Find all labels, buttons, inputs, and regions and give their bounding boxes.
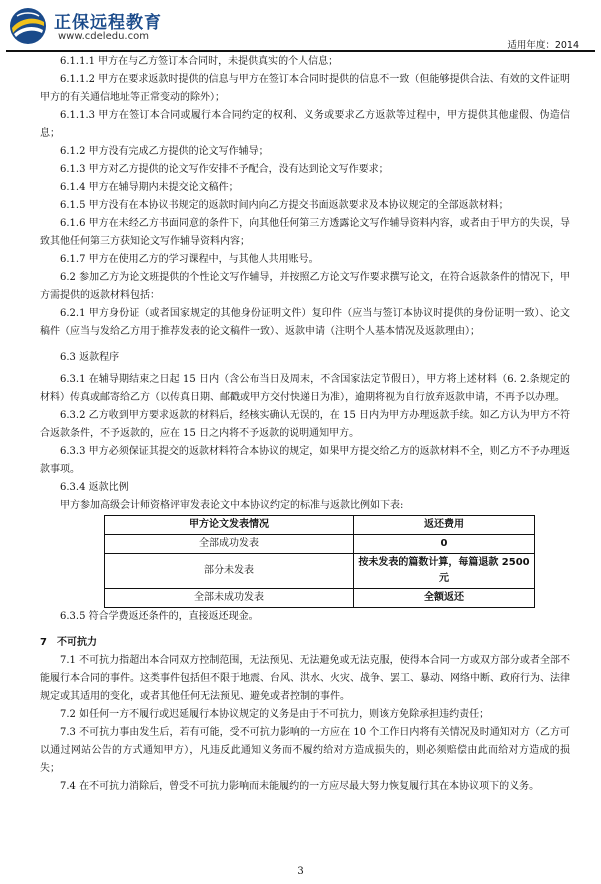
clause-6-1-1-2: 6.1.1.2 甲方在要求返款时提供的信息与甲方在签订本合同时提供的信息不一致（但能够提供合法、有效的文件证明甲方的有关通信地址等正常变动的除外）；: [40, 74, 570, 103]
table-cell: 部分未发表: [105, 554, 354, 589]
clause-6-1-1-1: 6.1.1.1 甲方在与乙方签订本合同时，未提供真实的个人信息；: [60, 56, 339, 67]
clause-6-1-3: 6.1.3 甲方对乙方提供的论文写作安排不予配合，没有达到论文写作要求；: [60, 164, 389, 175]
table-cell: 全额返还: [354, 589, 535, 608]
clause-6-1-6: 6.1.6 甲方在未经乙方书面同意的条件下，向其他任何第三方透露论文写作辅导资料内容，或者由于甲方的失误，导致其他任何第三方获知论文写作辅导资料内容；: [40, 218, 570, 247]
clause-7-4: 7.4 在不可抗力消除后，曾受不可抗力影响而未能履约的一方应尽最大努力恢复履行其在本协议项下的义务。: [60, 781, 540, 792]
clause-6-1-7: 6.1.7 甲方在使用乙方的学习课程中，与其他人共用账号。: [60, 254, 319, 265]
clause-7-2: 7.2 如任何一方不履行或迟延履行本协议规定的义务是由于不可抗力，则该方免除承担违约责任；: [60, 709, 490, 720]
clause-6-3-2: 6.3.2 乙方收到甲方要求返款的材料后，经核实确认无误的，在 15 日内为甲方办理返款手续。如乙方认为甲方不符合返款条件，不予返款的，应在 15 日之内将不予返款的说明通知甲方。: [40, 410, 570, 439]
table-row: [105, 554, 535, 589]
table-cell: 全部未成功发表: [105, 589, 354, 608]
section-6-3-title: 6.3 返款程序: [60, 352, 120, 363]
page-number: 3: [297, 866, 304, 877]
refund-ratio-table: [104, 515, 535, 608]
clause-6-3-3: 6.3.3 甲方必须保证其提交的返款材料符合本协议的规定，如果甲方提交给乙方的返款材料不全，则乙方不予办理返款事项。: [40, 446, 570, 475]
table-row: [105, 589, 535, 608]
clause-6-3-5: 6.3.5 符合学费返还条件的，直接返还现金。: [60, 611, 259, 622]
clause-7-1: 7.1 不可抗力指超出本合同双方控制范围，无法预见、无法避免或无法克服，使得本合同一方或双方部分或者全部不能履行本合同的事件。这类事件包括但不限于地震、台风、洪水、火灾、战争、罢工、暴动、网络中断、政府行为、法律规定或其适用的变化，或者其他任何无法预见、避免或者控制的事件。: [40, 655, 570, 702]
table-header-row: [105, 516, 535, 535]
table-header: 甲方论文发表情况: [105, 516, 354, 535]
clause-6-1-5: 6.1.5 甲方没有在本协议书规定的返款时间内向乙方提交书面返款要求及本协议规定的全部返款材料；: [60, 200, 509, 211]
clause-6-3-1: 6.3.1 在辅导期结束之日起 15 日内（含公布当日及周末，不含国家法定节假日），甲方将上述材料（6. 2.条规定的材料）传真或邮寄给乙方（以传真日期、邮戳或甲方交付快递日为准），逾期将视为自行放弃返款申请，不再予以办理。: [40, 374, 570, 403]
header-rule: [6, 50, 595, 52]
document-body: [40, 53, 570, 796]
table-row: [105, 535, 535, 554]
table-cell: 0: [354, 535, 535, 554]
clause-6-3-4-title: 6.3.4 返款比例: [60, 482, 129, 493]
brand-name: 正保远程教育: [54, 13, 162, 33]
site-url: www.cdeledu.com: [58, 31, 149, 42]
clause-6-2: 6.2 参加乙方为论文班提供的个性论文写作辅导，并按照乙方论文写作要求撰写论文，在符合返款条件的情况下，甲方需提供的返款材料包括：: [40, 272, 570, 301]
year-label: 适用年度：2014: [507, 40, 579, 51]
clause-7-3: 7.3 不可抗力事由发生后，若有可能，受不可抗力影响的一方应在 10 个工作日内将有关情况及时通知对方（乙方可以通过网站公告的方式通知甲方），凡违反此通知义务而不履约给对方造成损失的，则必须赔偿由此而给对方造成的损失；: [40, 727, 570, 774]
table-cell: 全部成功发表: [105, 535, 354, 554]
table-cell: 按未发表的篇数计算，每篇退款 2500 元: [354, 554, 535, 589]
page-header: [0, 0, 601, 52]
clause-6-2-1: 6.2.1 甲方身份证（或者国家规定的其他身份证明文件）复印件（应当与签订本协议时提供的身份证明一致）、论文稿件（应当与发给乙方用于推荐发表的论文稿件一致）、返款申请（注明个人基本情况及返款理由）；: [40, 308, 570, 337]
clause-6-1-2: 6.1.2 甲方没有完成乙方提供的论文写作辅导；: [60, 146, 269, 157]
table-header: 返还费用: [354, 516, 535, 535]
section-7-title: 7 不可抗力: [40, 637, 97, 648]
refund-ratio-intro: 甲方参加高级会计师资格评审发表论文中本协议约定的标准与返款比例如下表:: [60, 500, 404, 511]
clause-6-1-4: 6.1.4 甲方在辅导期内未提交论文稿件；: [60, 182, 239, 193]
globe-logo-icon: [8, 6, 48, 46]
clause-6-1-1-3: 6.1.1.3 甲方在签订本合同或履行本合同约定的权利、义务或要求乙方返款等过程中，甲方提供其他虚假、伪造信息；: [40, 110, 570, 139]
